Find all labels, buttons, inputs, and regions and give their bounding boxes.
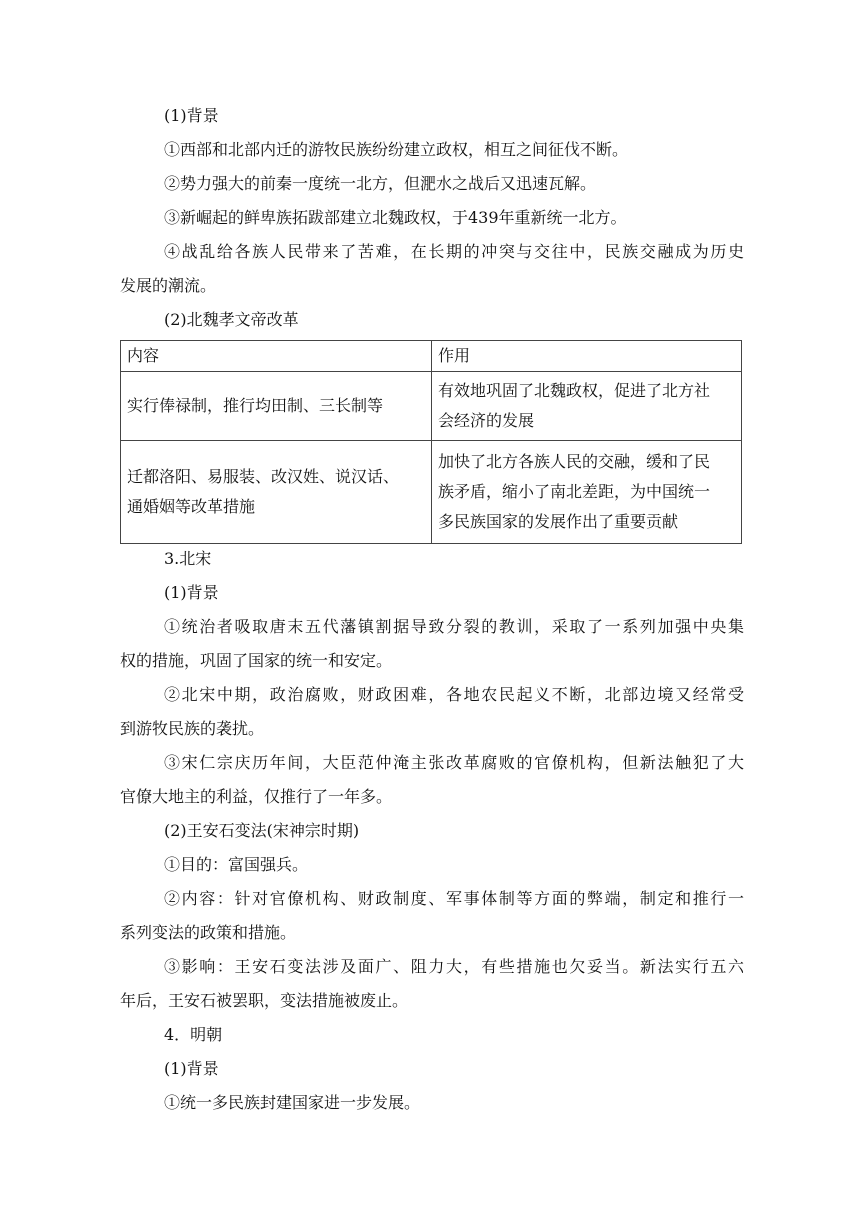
paragraph: 官僚大地主的利益，仅推行了一年多。	[120, 787, 393, 806]
table-cell-effect	[432, 372, 742, 441]
cell-line: 会经济的发展	[438, 411, 535, 430]
paragraph: 到游牧民族的袭扰。	[120, 719, 265, 738]
table-cell-effect	[432, 441, 742, 544]
paragraph: 系列变法的政策和措施。	[120, 923, 297, 942]
paragraph: ①统治者吸取唐末五代藩镇割据导致分裂的教训，采取了一系列加强中央集	[164, 617, 744, 636]
cell-line: 通婚姻等改革措施	[127, 497, 256, 516]
paragraph: 年后，王安石被罢职，变法措施被废止。	[120, 991, 409, 1010]
table-row	[121, 372, 742, 441]
reform-table	[120, 340, 742, 544]
paragraph: 权的措施，巩固了国家的统一和安定。	[120, 651, 393, 670]
table-header-effect: 作用	[432, 341, 742, 372]
table-cell-content: 实行俸禄制，推行均田制、三长制等	[121, 372, 432, 441]
cell-line: 加快了北方各族人民的交融，缓和了民	[438, 452, 711, 471]
table-header-row	[121, 341, 742, 372]
heading-wei-background: (1)背景	[164, 106, 219, 125]
table-header-content: 内容	[121, 341, 432, 372]
heading-xiaowen-reform: (2)北魏孝文帝改革	[164, 310, 299, 329]
paragraph: ①西部和北部内迁的游牧民族纷纷建立政权，相互之间征伐不断。	[164, 140, 629, 159]
paragraph: ③影响：王安石变法涉及面广、阻力大，有些措施也欠妥当。新法实行五六	[164, 957, 744, 976]
heading-ming: 4．明朝	[164, 1025, 223, 1044]
paragraph: ①目的：富国强兵。	[164, 855, 309, 874]
paragraph: ②内容：针对官僚机构、财政制度、军事体制等方面的弊端，制定和推行一	[164, 889, 744, 908]
paragraph: ②势力强大的前秦一度统一北方，但淝水之战后又迅速瓦解。	[164, 174, 597, 193]
heading-song: 3.北宋	[164, 549, 212, 568]
cell-line: 多民族国家的发展作出了重要贡献	[438, 512, 679, 531]
heading-song-background: (1)背景	[164, 583, 219, 602]
paragraph: ④战乱给各族人民带来了苦难，在长期的冲突与交往中，民族交融成为历史	[164, 242, 744, 261]
table-cell-content	[121, 441, 432, 544]
table-row	[121, 441, 742, 544]
heading-ming-background: (1)背景	[164, 1059, 219, 1078]
cell-line: 有效地巩固了北魏政权，促进了北方社	[438, 381, 711, 400]
cell-line: 迁都洛阳、易服装、改汉姓、说汉话、	[127, 467, 400, 486]
paragraph: ②北宋中期，政治腐败，财政困难，各地农民起义不断，北部边境又经常受	[164, 685, 744, 704]
paragraph: ①统一多民族封建国家进一步发展。	[164, 1093, 421, 1112]
cell-line: 族矛盾，缩小了南北差距，为中国统一	[438, 482, 711, 501]
paragraph: 发展的潮流。	[120, 276, 217, 295]
heading-wang-anshi-reform: (2)王安石变法(宋神宗时期)	[164, 821, 360, 840]
paragraph: ③宋仁宗庆历年间，大臣范仲淹主张改革腐败的官僚机构，但新法触犯了大	[164, 753, 744, 772]
paragraph: ③新崛起的鲜卑族拓跋部建立北魏政权，于439年重新统一北方。	[164, 208, 627, 227]
